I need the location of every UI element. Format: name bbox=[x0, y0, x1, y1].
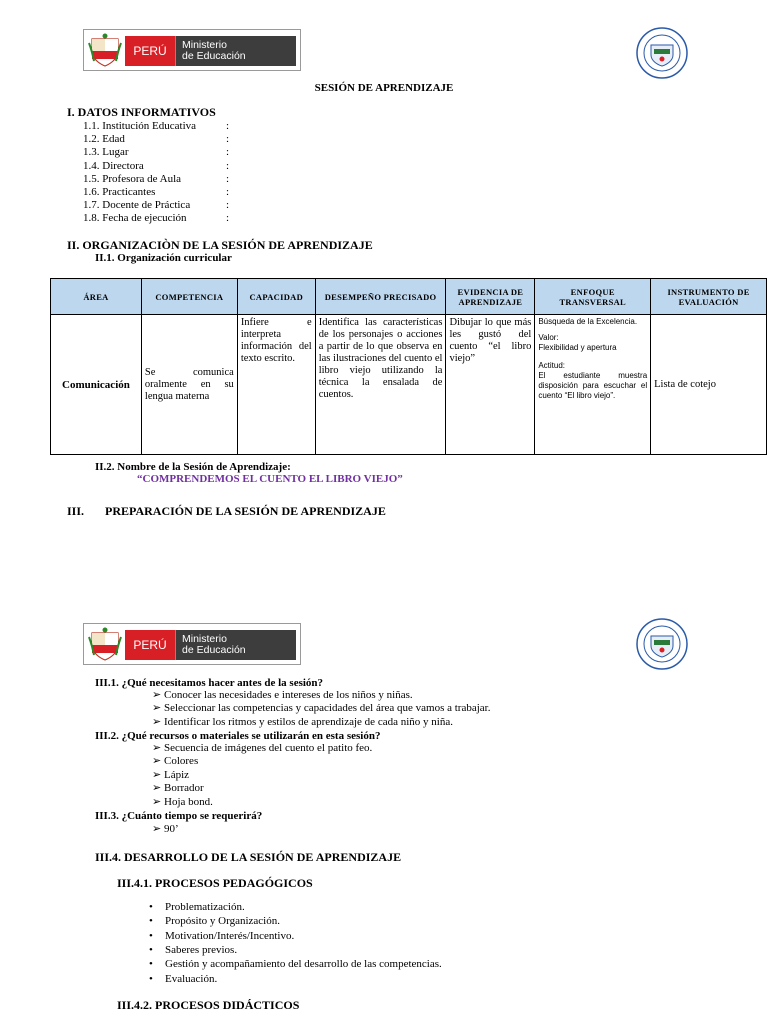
dot-bullet-icon: • bbox=[149, 958, 153, 971]
list-item bbox=[149, 915, 280, 929]
list-item bbox=[152, 689, 413, 703]
datos-item-label: 1.3. Lugar bbox=[83, 146, 129, 159]
enfoque-line5: El estudiante muestra disposición para escuchar el cuento “El libro viejo”. bbox=[538, 371, 648, 400]
datos-item-label: 1.4. Directora bbox=[83, 159, 144, 172]
arrow-bullet-icon: ➢ bbox=[152, 715, 162, 728]
list-item bbox=[152, 823, 179, 837]
section3-heading: PREPARACIÓN DE LA SESIÓN DE APRENDIZAJE bbox=[105, 504, 386, 518]
datos-item-label: 1.2. Edad bbox=[83, 133, 125, 146]
ministry-line1: Ministerio bbox=[182, 633, 227, 645]
development-heading: III.4. DESARROLLO DE LA SESIÓN DE APRENDIZAJE bbox=[95, 850, 402, 864]
cell-evidencia: Dibujar lo que más les gustó del cuento “el libro viejo” bbox=[446, 315, 535, 455]
list-item bbox=[149, 901, 245, 915]
enfoque-line3: Flexibilidad y apertura bbox=[538, 343, 617, 352]
header-competencia: COMPETENCIA bbox=[141, 279, 237, 315]
list-item-text: Evaluación. bbox=[165, 972, 218, 985]
list-item bbox=[152, 755, 198, 769]
section2-heading: II. ORGANIZACIÒN DE LA SESIÓN DE APRENDIZAJE bbox=[67, 238, 373, 252]
page-title: SESIÓN DE APRENDIZAJE bbox=[314, 82, 454, 94]
cell-capacidad: Infiere e interpreta información del texto escrito. bbox=[237, 315, 315, 455]
q3-heading: III.3. ¿Cuánto tiempo se requerirá? bbox=[95, 810, 263, 822]
dot-bullet-icon: • bbox=[149, 972, 153, 985]
datos-item-colon: : bbox=[226, 172, 230, 185]
didactic-heading: III.4.2. PROCESOS DIDÁCTICOS bbox=[117, 998, 300, 1012]
list-item bbox=[149, 958, 442, 972]
section1-heading: I. DATOS INFORMATIVOS bbox=[67, 105, 216, 119]
list-item-text: Motivation/Interés/Incentivo. bbox=[165, 929, 295, 942]
list-item-text: Gestión y acompañamiento del desarrollo de las competencias. bbox=[165, 958, 442, 971]
ministry-line1: Ministerio bbox=[182, 39, 227, 51]
arrow-bullet-icon: ➢ bbox=[152, 755, 162, 768]
list-item bbox=[152, 782, 204, 796]
arrow-bullet-icon: ➢ bbox=[152, 768, 162, 781]
list-item-text: Secuencia de imágenes del cuento el patito feo. bbox=[164, 742, 373, 754]
cell-area: Comunicación bbox=[51, 315, 142, 455]
list-item-text: Colores bbox=[164, 755, 199, 768]
datos-item-colon: : bbox=[226, 120, 230, 132]
list-item-text: Propósito y Organización. bbox=[165, 915, 280, 928]
header-desempeno: DESEMPEÑO PRECISADO bbox=[315, 279, 446, 315]
list-item bbox=[152, 796, 213, 810]
cell-instrumento: Lista de cotejo bbox=[651, 315, 767, 455]
curricular-subheading: II.1. Organización curricular bbox=[95, 252, 232, 264]
header-evidencia: EVIDENCIA DE APRENDIZAJE bbox=[446, 279, 535, 315]
arrow-bullet-icon: ➢ bbox=[152, 782, 162, 795]
school-seal-icon bbox=[636, 618, 688, 670]
datos-item-colon: : bbox=[226, 146, 230, 159]
list-item-text: Seleccionar las competencias y capacidades del área que vamos a trabajar. bbox=[164, 702, 491, 715]
list-item-text: Hoja bond. bbox=[164, 795, 213, 808]
datos-item-label: 1.7. Docente de Práctica bbox=[83, 199, 191, 212]
datos-item-label: 1.5. Profesora de Aula bbox=[83, 172, 182, 185]
arrow-bullet-icon: ➢ bbox=[152, 689, 162, 701]
arrow-bullet-icon: ➢ bbox=[152, 795, 162, 808]
minedu-logo bbox=[83, 29, 301, 71]
peru-coat-of-arms-icon bbox=[88, 33, 122, 67]
arrow-bullet-icon: ➢ bbox=[152, 702, 162, 715]
ministry-label bbox=[175, 630, 296, 660]
datos-item-label: 1.6. Practicantes bbox=[83, 186, 156, 198]
list-item-text: Problematización. bbox=[165, 901, 245, 913]
datos-item-colon: : bbox=[226, 159, 230, 172]
list-item bbox=[149, 944, 237, 958]
header-enfoque: ENFOQUE TRANSVERSAL bbox=[535, 279, 651, 315]
ministry-label bbox=[175, 36, 296, 66]
list-item-text: 90’ bbox=[164, 823, 179, 835]
datos-item-colon: : bbox=[226, 212, 230, 225]
q2-heading: III.2. ¿Qué recursos o materiales se utilizarán en esta sesión? bbox=[95, 730, 381, 742]
list-item bbox=[149, 930, 294, 944]
header-area: ÁREA bbox=[51, 279, 142, 315]
enfoque-line4: Actitud: bbox=[538, 361, 566, 370]
peru-label: PERÚ bbox=[125, 36, 175, 66]
peru-label: PERÚ bbox=[125, 630, 175, 660]
list-item-text: Saberes previos. bbox=[165, 943, 238, 956]
list-item-text: Conocer las necesidades e intereses de los niños y niñas. bbox=[164, 689, 413, 701]
cell-desempeno: Identifica las características de los personajes o acciones a partir de lo que observa en las ilustraciones del cuento el libro viejo utilizando la técnica la ensalada de cuentos. bbox=[315, 315, 446, 455]
pedagogical-heading: III.4.1. PROCESOS PEDAGÓGICOS bbox=[117, 876, 313, 890]
dot-bullet-icon: • bbox=[149, 929, 153, 942]
arrow-bullet-icon: ➢ bbox=[152, 823, 162, 835]
arrow-bullet-icon: ➢ bbox=[152, 742, 162, 754]
curricular-table bbox=[50, 278, 767, 455]
dot-bullet-icon: • bbox=[149, 943, 153, 956]
list-item bbox=[152, 716, 453, 730]
list-item-text: Identificar los ritmos y estilos de aprendizaje de cada niño y niña. bbox=[164, 715, 453, 728]
dot-bullet-icon: • bbox=[149, 915, 153, 928]
datos-item-colon: : bbox=[226, 186, 230, 198]
header-capacidad: CAPACIDAD bbox=[237, 279, 315, 315]
enfoque-line1: Búsqueda de la Excelencia. bbox=[538, 317, 638, 326]
table-row bbox=[51, 315, 767, 455]
enfoque-line2: Valor: bbox=[538, 333, 559, 342]
cell-competencia: Se comunica oralmente en su lengua materna bbox=[141, 315, 237, 455]
datos-item-colon: : bbox=[226, 133, 230, 146]
list-item bbox=[149, 973, 217, 987]
session-name: “COMPRENDEMOS EL CUENTO EL LIBRO VIEJO” bbox=[137, 473, 403, 485]
ministry-line2: de Educación bbox=[182, 50, 246, 62]
datos-item-colon: : bbox=[226, 199, 230, 212]
school-seal-icon bbox=[636, 27, 688, 79]
header-instrumento: INSTRUMENTO DE EVALUACIÓN bbox=[651, 279, 767, 315]
ministry-line2: de Educación bbox=[182, 644, 246, 656]
list-item-text: Lápiz bbox=[164, 768, 190, 781]
table-header-row bbox=[51, 279, 767, 315]
list-item bbox=[152, 769, 189, 783]
section3-number: III. bbox=[67, 504, 85, 518]
minedu-logo-page2 bbox=[83, 623, 301, 665]
datos-item-label: 1.8. Fecha de ejecución bbox=[83, 212, 187, 225]
list-item bbox=[152, 742, 372, 756]
peru-coat-of-arms-icon bbox=[88, 627, 122, 661]
q1-heading: III.1. ¿Qué necesitamos hacer antes de la sesión? bbox=[95, 677, 324, 689]
cell-enfoque bbox=[535, 315, 651, 455]
list-item bbox=[152, 702, 490, 716]
datos-item-label: 1.1. Institución Educativa bbox=[83, 120, 197, 132]
session-name-label: II.2. Nombre de la Sesión de Aprendizaje: bbox=[95, 461, 291, 473]
list-item-text: Borrador bbox=[164, 782, 204, 795]
dot-bullet-icon: • bbox=[149, 901, 153, 913]
